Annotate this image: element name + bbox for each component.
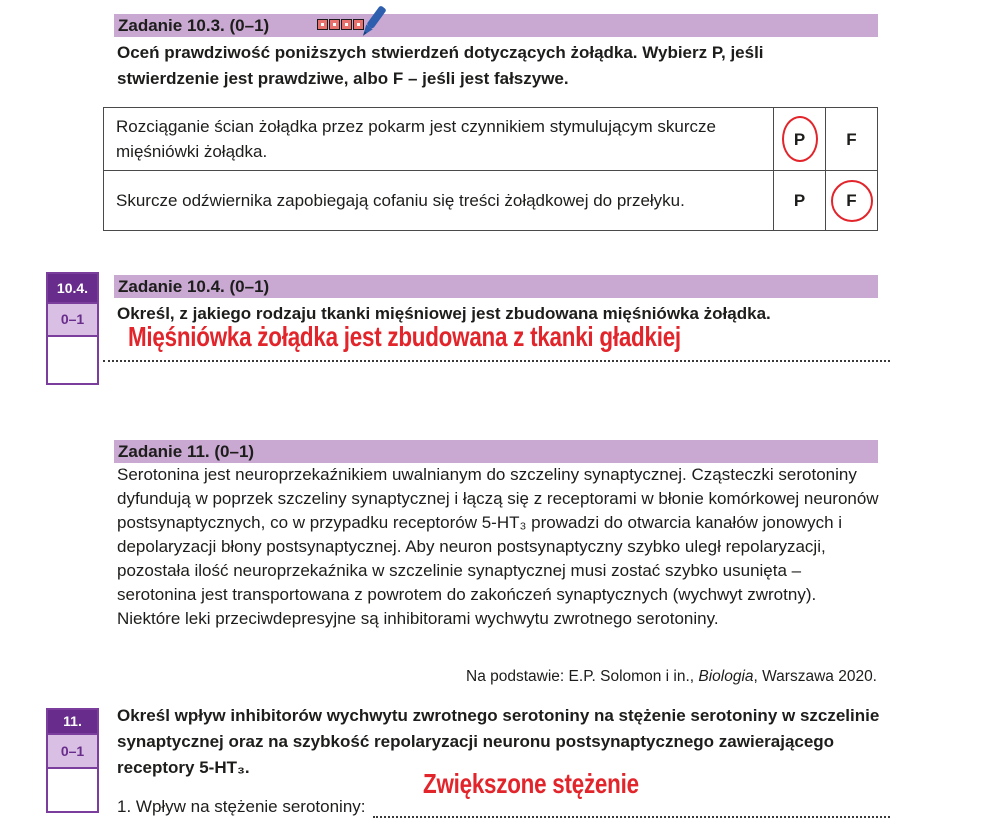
task-10-3-title: Zadanie 10.3. (0–1) xyxy=(118,16,270,35)
margin-task-score: 0–1 xyxy=(48,735,97,769)
table-row xyxy=(104,171,878,231)
table-row xyxy=(104,108,878,171)
handwritten-answer-10-4: Mięśniówka żołądka jest zbudowana z tkanki gładkiej xyxy=(128,321,681,352)
source-citation xyxy=(117,668,877,686)
task-10-4-header-bar xyxy=(114,275,878,298)
answer-line-10-4[interactable] xyxy=(103,344,890,362)
f-label: F xyxy=(846,191,857,210)
source-suffix: , Warszawa 2020. xyxy=(753,668,877,685)
p-label: P xyxy=(793,129,806,149)
answer-tool-marker[interactable] xyxy=(315,3,393,41)
task-11-title: Zadanie 11. (0–1) xyxy=(118,442,255,461)
margin-task-box-11 xyxy=(46,708,99,813)
source-title: Biologia xyxy=(698,668,754,685)
pf-choice-row2-f[interactable] xyxy=(826,171,878,231)
task-11-header-bar xyxy=(114,440,878,463)
checkbox-square-icon xyxy=(329,19,340,30)
margin-task-number: 11. xyxy=(48,710,97,735)
margin-task-box-10-4 xyxy=(46,272,99,385)
source-prefix: Na podstawie: E.P. Solomon i in., xyxy=(466,668,699,685)
checkbox-square-icon xyxy=(341,19,352,30)
answer-line-label: 1. Wpływ na stężenie serotoniny: xyxy=(117,797,366,816)
answer-line-11[interactable] xyxy=(373,796,890,818)
margin-task-score: 0–1 xyxy=(48,304,97,337)
checkbox-square-icon xyxy=(317,19,328,30)
margin-task-number: 10.4. xyxy=(48,274,97,304)
handwritten-answer-11: Zwiększone stężenie xyxy=(423,768,639,799)
task-10-3-instruction: Oceń prawdziwość poniższych stwierdzeń dotyczących żołądka. Wybierz P, jeśli stwierdzenie jest prawdziwe, albo F – jeśli jest fałszywe. xyxy=(117,43,764,88)
true-false-table xyxy=(103,107,878,231)
task-11-question: Określ wpływ inhibitorów wychwytu zwrotnego serotoniny na stężenie serotoniny w szczelinie synaptycznej oraz na szybkość repolaryzacji neuronu postsynaptycznego zawierającego receptory 5-HT₃. xyxy=(117,706,880,777)
answer-row-serotonin-concentration xyxy=(117,796,890,818)
task-10-4-title: Zadanie 10.4. (0–1) xyxy=(118,277,270,296)
pen-icon xyxy=(357,3,389,41)
pf-choice-row1-f[interactable] xyxy=(826,108,878,171)
f-label: F xyxy=(846,129,857,149)
task-10-3-header-bar xyxy=(114,14,878,37)
statement-cell: Skurcze odźwiernika zapobiegają cofaniu się treści żołądkowej do przełyku. xyxy=(104,171,774,231)
pf-choice-row2-p[interactable] xyxy=(774,171,826,231)
task-11-passage: Serotonina jest neuroprzekaźnikiem uwalnianym do szczeliny synaptycznej. Cząsteczki serotoniny dyfundują w poprzek szczeliny synaptycznej i łączą się z receptorami w błonie komórkowej neuronów postsynaptycznych, co w przypadku receptorów 5-HT₃ prowadzi do otwarcia kanałów jonowych i depolaryzacji błony postsynaptycznej. Aby neuron postsynaptyczny szybko uległ repolaryzacji, pozostała ilość neuroprzekaźnika w szczelinie synaptycznej musi zostać szybko usunięta – serotonina jest transportowana z powrotem do zakończeń synaptycznych (wychwyt zwrotny). Niektóre leki przeciwdepresyjne są inhibitorami wychwytu zwrotnego serotoniny. xyxy=(117,465,879,628)
statement-cell: Rozciąganie ścian żołądka przez pokarm jest czynnikiem stymulującym skurcze mięśniówki żołądka. xyxy=(104,108,774,171)
p-label: P xyxy=(793,191,806,210)
pf-choice-row1-p[interactable] xyxy=(774,108,826,171)
task-10-4-question: Określ, z jakiego rodzaju tkanki mięśniowej jest zbudowana mięśniówka żołądka. xyxy=(117,304,771,323)
